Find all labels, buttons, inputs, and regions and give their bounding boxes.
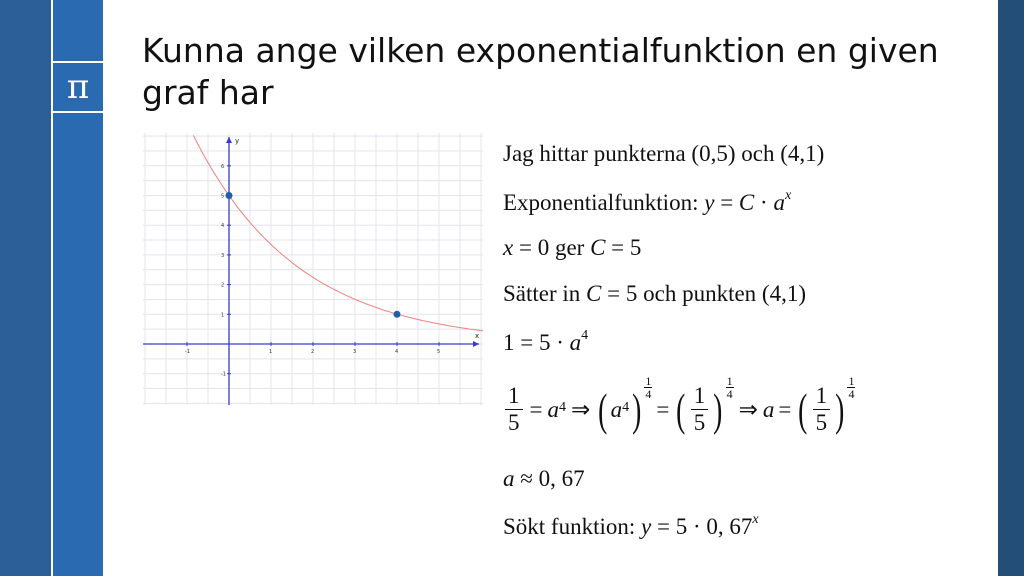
y-tick-label: 1: [221, 312, 225, 319]
function-graph: [143, 133, 483, 405]
quarter-den: 4: [726, 387, 733, 401]
var-a: a: [547, 396, 559, 422]
x-tick-label: 3: [353, 349, 357, 355]
exponent-4: 4: [622, 399, 630, 415]
quarter-num: 1: [726, 374, 733, 388]
left-paren: (: [598, 383, 608, 435]
x-tick-label: -1: [185, 349, 190, 355]
var-a: a: [503, 466, 515, 491]
equals-sign: =: [778, 396, 792, 422]
quarter-num: 1: [848, 374, 855, 388]
x-axis-arrow: [473, 341, 479, 347]
dot-operator: ·: [754, 190, 774, 215]
var-a: a: [569, 330, 582, 355]
x-tick-label: 5: [437, 349, 441, 355]
equals-sign: =: [714, 190, 739, 215]
frac-denominator: 5: [693, 410, 706, 435]
right-accent-bar: [998, 0, 1024, 576]
solution-line-1: Jag hittar punkterna (0,5) och (4,1): [503, 141, 825, 166]
pi-logo: [53, 61, 103, 113]
function-body: = 5 · 0, 67: [651, 514, 753, 539]
var-x: x: [503, 235, 514, 260]
exponent-x: x: [784, 188, 792, 204]
fraction-one-fifth: [813, 383, 831, 436]
var-y: y: [704, 190, 715, 215]
sought-function-label: Sökt funktion:: [503, 514, 642, 539]
solution-line-5: [503, 330, 588, 356]
y-tick-label: 5: [221, 193, 225, 200]
solution-line-3: [503, 235, 641, 261]
fraction-one-fifth: [691, 383, 709, 436]
quarter-num: 1: [645, 374, 652, 388]
y-axis-arrow: [226, 137, 232, 143]
left-paren: (: [676, 383, 686, 435]
var-a: a: [773, 190, 785, 215]
slide-title: Kunna ange vilken exponentialfunktion en given graf har: [142, 31, 939, 112]
data-point: [394, 311, 401, 318]
y-axis-label: y: [235, 137, 240, 145]
right-paren: ): [835, 383, 845, 435]
solution-line-7: [503, 466, 585, 492]
exponent-quarter: [726, 375, 734, 400]
x-tick-label: 2: [311, 349, 315, 355]
right-paren: ): [632, 383, 642, 435]
exponent-quarter: [847, 375, 855, 400]
exponential-curve: [193, 135, 483, 331]
exponent-4: 4: [558, 399, 566, 415]
exponent-4: 4: [581, 328, 589, 344]
equals-sign: =: [529, 396, 543, 422]
x-tick-label: 4: [395, 349, 399, 355]
x-tick-label: 1: [269, 349, 273, 355]
data-point: [226, 192, 233, 199]
implies-arrow: ⇒: [570, 396, 591, 422]
var-C: C: [586, 281, 602, 306]
var-a: a: [762, 396, 775, 422]
frac-numerator: 1: [813, 383, 831, 410]
y-tick-label: 4: [221, 223, 225, 230]
var-a: a: [610, 396, 623, 422]
quarter-den: 4: [645, 387, 652, 401]
solution-line-4: [503, 281, 806, 307]
left-accent-stripe: [0, 0, 51, 576]
fraction-one-fifth: [505, 383, 523, 436]
frac-denominator: 5: [508, 410, 520, 435]
solution-line-6: [503, 374, 855, 436]
right-paren: ): [713, 383, 723, 435]
line-4-prefix: Sätter in: [503, 281, 587, 306]
y-tick-label: 6: [221, 163, 225, 170]
frac-numerator: 1: [505, 383, 523, 410]
implies-arrow: ⇒: [738, 396, 758, 422]
frac-denominator: 5: [815, 410, 828, 435]
solution-line-2: [503, 190, 791, 216]
exp-function-label: Exponentialfunktion:: [503, 190, 699, 215]
solution-line-8: [503, 514, 759, 540]
pi-symbol: π: [66, 67, 90, 107]
left-paren: (: [798, 383, 808, 435]
line-5-start: 1 = 5 ·: [503, 330, 570, 355]
approx-value: ≈ 0, 67: [514, 466, 585, 491]
y-tick-label: 3: [221, 252, 225, 259]
quarter-den: 4: [848, 387, 855, 401]
line-3-mid: = 0 ger: [513, 235, 591, 260]
frac-numerator: 1: [691, 383, 709, 410]
x-axis-label: x: [475, 332, 480, 340]
exponent-quarter: [644, 375, 652, 400]
line-3-end: = 5: [605, 235, 642, 260]
y-tick-label: -1: [221, 371, 226, 378]
y-tick-label: 2: [221, 282, 225, 289]
var-C: C: [738, 190, 755, 215]
equals-sign: =: [656, 396, 670, 422]
var-y: y: [641, 514, 652, 539]
line-4-end: = 5 och punkten (4,1): [601, 281, 806, 306]
var-C: C: [590, 235, 606, 260]
exponent-x: x: [752, 512, 759, 528]
